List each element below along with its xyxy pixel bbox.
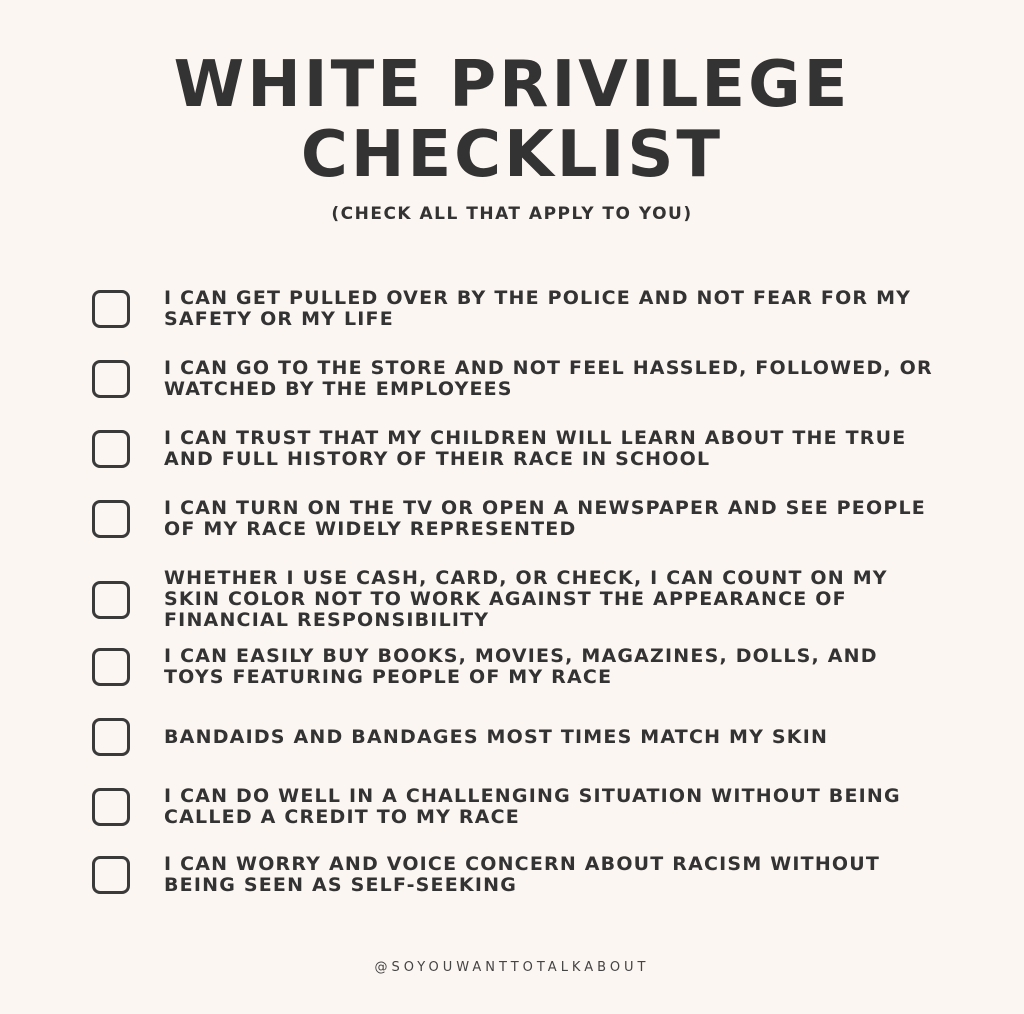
checkbox[interactable] bbox=[92, 788, 130, 826]
checklist-item bbox=[92, 428, 952, 470]
checkbox[interactable] bbox=[92, 500, 130, 538]
checkbox[interactable] bbox=[92, 360, 130, 398]
checklist-item bbox=[92, 646, 952, 688]
title-line-2: CHECKLIST bbox=[300, 118, 724, 192]
checklist-item-label: BANDAIDS AND BANDAGES MOST TIMES MATCH MY SKIN bbox=[164, 725, 829, 748]
checkbox[interactable] bbox=[92, 430, 130, 468]
checkbox[interactable] bbox=[92, 648, 130, 686]
footer-handle: @SOYOUWANTTOTALKABOUT bbox=[374, 960, 650, 975]
checkbox[interactable] bbox=[92, 290, 130, 328]
checklist-item-label: I CAN GET PULLED OVER BY THE POLICE AND NOT FEAR FOR MY SAFETY OR MY LIFE bbox=[164, 287, 912, 330]
subtitle: (CHECK ALL THAT APPLY TO YOU) bbox=[331, 204, 693, 224]
checklist-item-label: I CAN EASILY BUY BOOKS, MOVIES, MAGAZINES, DOLLS, AND TOYS FEATURING PEOPLE OF MY RACE bbox=[164, 645, 878, 688]
checklist-item bbox=[92, 718, 952, 756]
checklist-item-label: I CAN DO WELL IN A CHALLENGING SITUATION WITHOUT BEING CALLED A CREDIT TO MY RACE bbox=[164, 785, 901, 828]
checklist-item-label: I CAN WORRY AND VOICE CONCERN ABOUT RACISM WITHOUT BEING SEEN AS SELF-SEEKING bbox=[164, 853, 881, 896]
checklist-item-label: I CAN GO TO THE STORE AND NOT FEEL HASSLED, FOLLOWED, OR WATCHED BY THE EMPLOYEES bbox=[164, 357, 933, 400]
checkbox[interactable] bbox=[92, 581, 130, 619]
checklist-item bbox=[92, 568, 952, 631]
page-title bbox=[0, 50, 1024, 190]
checklist-item bbox=[92, 498, 952, 540]
checklist-item bbox=[92, 854, 952, 896]
title-line-1: WHITE PRIVILEGE bbox=[173, 48, 851, 122]
checklist-item bbox=[92, 288, 952, 330]
checklist-item bbox=[92, 786, 952, 828]
checkbox[interactable] bbox=[92, 856, 130, 894]
checkbox[interactable] bbox=[92, 718, 130, 756]
checklist-item-label: I CAN TURN ON THE TV OR OPEN A NEWSPAPER AND SEE PEOPLE OF MY RACE WIDELY REPRESENTED bbox=[164, 497, 926, 540]
checklist-item-label: WHETHER I USE CASH, CARD, OR CHECK, I CAN COUNT ON MY SKIN COLOR NOT TO WORK AGAINST THE APPEARANCE OF FINANCIAL RESPONSIBILITY bbox=[164, 567, 888, 631]
checklist-item-label: I CAN TRUST THAT MY CHILDREN WILL LEARN ABOUT THE TRUE AND FULL HISTORY OF THEIR RACE IN SCHOOL bbox=[164, 427, 907, 470]
checklist-item bbox=[92, 358, 952, 400]
